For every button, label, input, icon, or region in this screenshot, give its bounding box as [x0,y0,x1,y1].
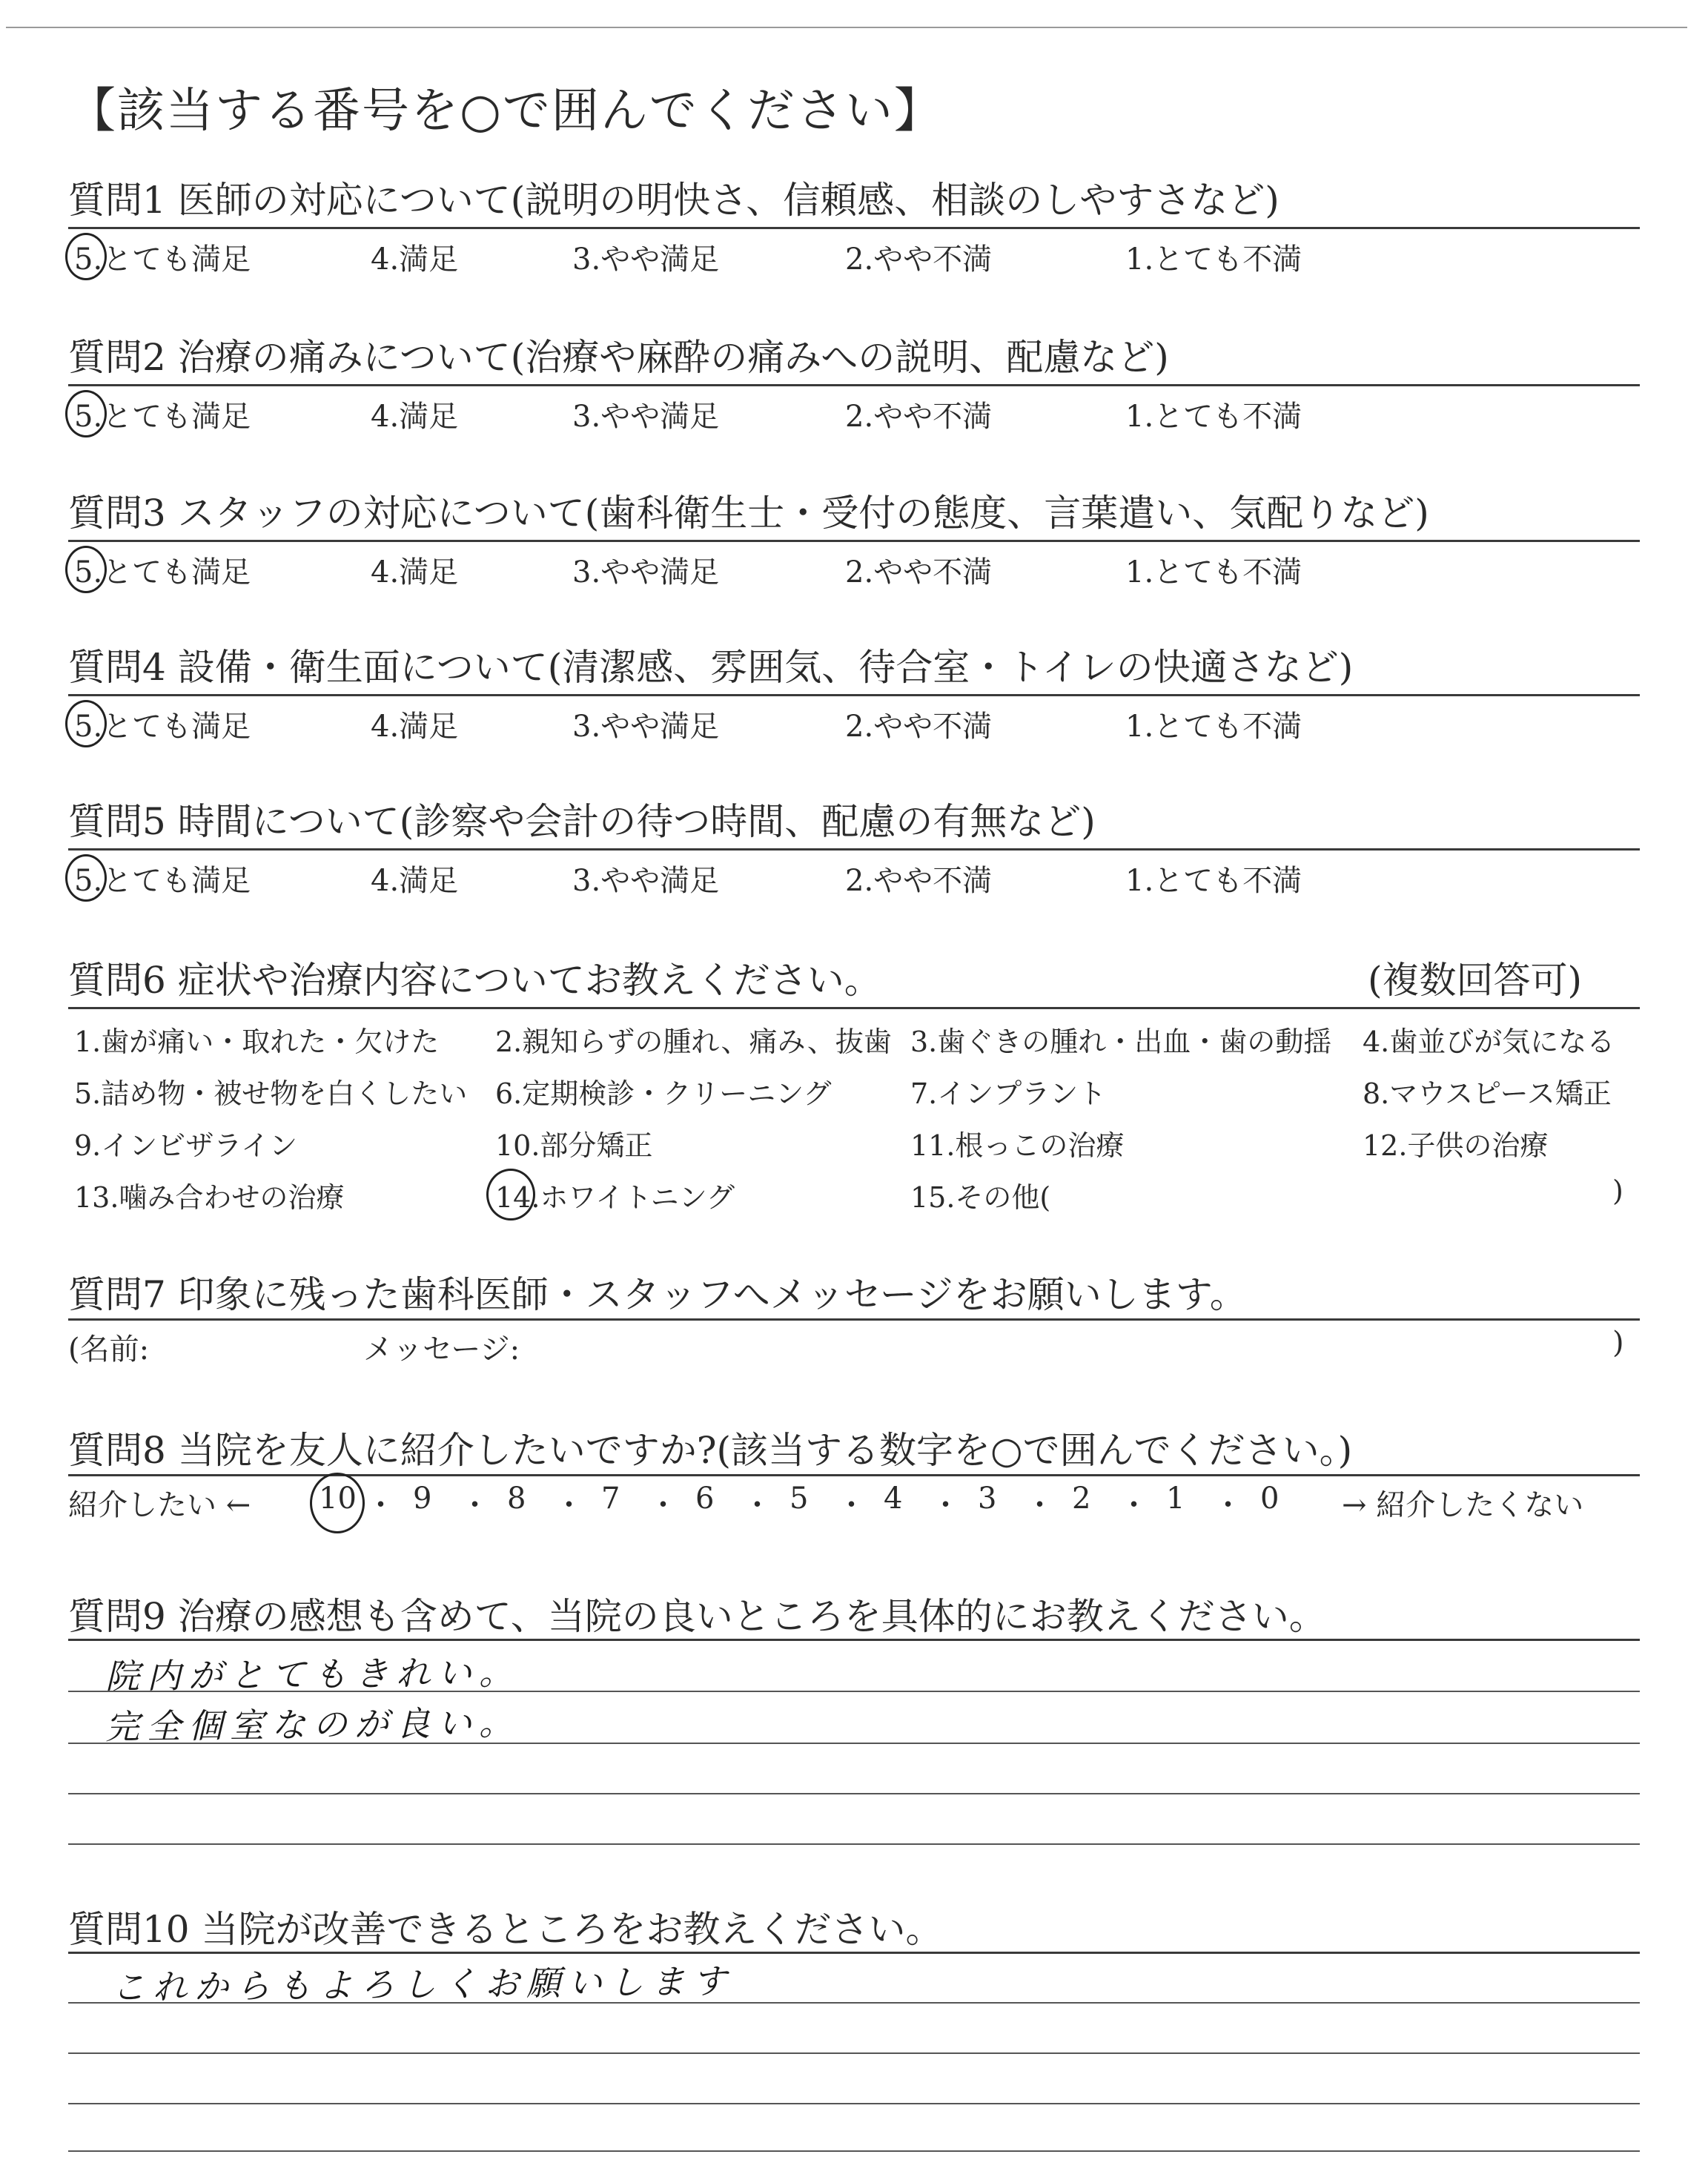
q10-writing-line-2 [68,2052,1640,2054]
q10-writing-line-4 [68,2150,1640,2152]
q5-option-3[interactable]: 3.やや満足 [572,864,720,898]
q8-scale-dot: ・ [1213,1488,1243,1522]
q6-other-close-paren: ) [1612,1175,1623,1207]
form-instruction-title: 【該当する番号を○で囲んでください】 [68,84,943,139]
q6-choice-13[interactable]: 13.噛み合わせの治療 [74,1181,345,1214]
q8-scale-dot: ・ [365,1488,396,1522]
q8-scale-value-1[interactable]: 1 [1166,1482,1185,1516]
q6-choice-6[interactable]: 6.定期検診・クリーニング [495,1077,832,1110]
q4-option-5[interactable]: 5.とても満足 [74,710,251,744]
q6-choice-7[interactable]: 7.インプラント [910,1077,1107,1110]
q1-option-5[interactable]: 5.とても満足 [74,242,251,277]
q2-option-4[interactable]: 4.満足 [371,400,459,434]
q5-option-5[interactable]: 5.とても満足 [74,864,251,898]
q9-answer-1: 院内がとてもきれい。 [105,1652,521,1697]
q3-option-1[interactable]: 1.とても不満 [1125,555,1302,589]
q6-choice-9[interactable]: 9.インビザライン [74,1129,298,1162]
q8-scale-dot: ・ [930,1488,961,1522]
q3-label: 質問3 スタッフの対応について(歯科衛生士・受付の態度、言葉遣い、気配りなど) [68,492,1429,535]
q5-selected-circle [65,854,107,902]
q8-scale-value-10[interactable]: 10 [319,1482,357,1516]
q7-rule [68,1318,1640,1321]
q5-option-2[interactable]: 2.やや不満 [845,864,993,898]
q8-rule [68,1474,1640,1476]
q7-close-paren: ) [1612,1326,1624,1360]
q5-label: 質問5 時間について(診察や会計の待つ時間、配慮の有無など) [68,800,1096,843]
q8-left-label: 紹介したい ← [68,1488,251,1522]
q8-right-label: → 紹介したくない [1342,1488,1584,1522]
q6-choice-11[interactable]: 11.根っこの治療 [910,1129,1125,1162]
q8-label: 質問8 当院を友人に紹介したいですか?(該当する数字を○で囲んでください。) [68,1429,1353,1472]
q2-option-3[interactable]: 3.やや満足 [572,400,720,434]
q8-scale-dot: ・ [460,1488,490,1522]
q1-option-3[interactable]: 3.やや満足 [572,242,720,277]
q2-selected-circle [65,390,107,437]
q6-choice-2[interactable]: 2.親知らずの腫れ、痛み、抜歯 [495,1025,892,1058]
q3-option-4[interactable]: 4.満足 [371,555,459,589]
q1-option-2[interactable]: 2.やや不満 [845,242,993,277]
q8-scale-value-8[interactable]: 8 [507,1482,526,1516]
q5-rule [68,848,1640,851]
q8-scale-value-7[interactable]: 7 [601,1482,620,1516]
q6-choice-15[interactable]: 15.その他( [910,1181,1051,1214]
q4-option-1[interactable]: 1.とても不満 [1125,710,1302,744]
q8-scale-value-9[interactable]: 9 [413,1482,432,1516]
q6-choice-5[interactable]: 5.詰め物・被せ物を白くしたい [74,1077,468,1110]
q9-rule [68,1639,1640,1641]
q2-option-1[interactable]: 1.とても不満 [1125,400,1302,434]
q8-scale-dot: ・ [648,1488,678,1522]
q10-rule [68,1952,1640,1954]
q6-choice-3[interactable]: 3.歯ぐきの腫れ・出血・歯の動揺 [910,1025,1332,1058]
q10-writing-line-3 [68,2103,1640,2104]
q8-selected-circle [310,1473,365,1533]
q8-scale-value-3[interactable]: 3 [978,1482,997,1516]
q1-selected-circle [65,233,107,280]
page-top-border [6,27,1687,28]
q8-scale-value-2[interactable]: 2 [1072,1482,1091,1516]
q2-option-2[interactable]: 2.やや不満 [845,400,993,434]
q10-writing-line-1 [68,2002,1640,2004]
q6-choice-14[interactable]: 14.ホワイトニング [495,1181,735,1214]
q2-rule [68,384,1640,386]
q4-rule [68,694,1640,696]
q5-option-4[interactable]: 4.満足 [371,864,459,898]
q10-answer-1: これからもよろしくお願いします [110,1961,735,2008]
q9-answer-2: 完全個室なのが良い。 [105,1702,521,1747]
q8-scale-value-4[interactable]: 4 [884,1482,903,1516]
q8-scale-dot: ・ [836,1488,867,1522]
q8-scale-dot: ・ [1119,1488,1149,1522]
q8-scale-value-6[interactable]: 6 [695,1482,715,1516]
q8-scale-dot: ・ [742,1488,772,1522]
q4-option-2[interactable]: 2.やや不満 [845,710,993,744]
q3-rule [68,540,1640,542]
q7-label: 質問7 印象に残った歯科医師・スタッフへメッセージをお願いします。 [68,1273,1247,1316]
q8-scale-dot: ・ [554,1488,584,1522]
q6-multi-answer-note: (複数回答可) [1368,959,1583,1002]
q6-choice-4[interactable]: 4.歯並びが気になる [1363,1025,1615,1058]
q1-label: 質問1 医師の対応について(説明の明快さ、信頼感、相談のしやすさなど) [68,179,1280,222]
q6-choice-1[interactable]: 1.歯が痛い・取れた・欠けた [74,1025,440,1058]
q3-option-3[interactable]: 3.やや満足 [572,555,720,589]
q6-choice-10[interactable]: 10.部分矯正 [495,1129,653,1162]
q2-option-5[interactable]: 5.とても満足 [74,400,251,434]
q2-label: 質問2 治療の痛みについて(治療や麻酔の痛みへの説明、配慮など) [68,336,1169,379]
q9-writing-line-1 [68,1691,1640,1692]
q3-option-5[interactable]: 5.とても満足 [74,555,251,589]
q4-label: 質問4 設備・衛生面について(清潔感、雰囲気、待合室・トイレの快適さなど) [68,646,1354,689]
q7-message-label: メッセージ: [363,1332,520,1367]
q3-option-2[interactable]: 2.やや不満 [845,555,993,589]
q6-choice-8[interactable]: 8.マウスピース矯正 [1363,1077,1612,1110]
q6-choice-12[interactable]: 12.子供の治療 [1363,1129,1549,1162]
q8-scale-value-5[interactable]: 5 [790,1482,809,1516]
q1-option-4[interactable]: 4.満足 [371,242,459,277]
q6-label: 質問6 症状や治療内容についてお教えください。 [68,959,881,1002]
q6-rule [68,1007,1640,1009]
q9-writing-line-4 [68,1843,1640,1845]
q4-option-4[interactable]: 4.満足 [371,710,459,744]
q3-selected-circle [65,546,107,593]
q5-option-1[interactable]: 1.とても不満 [1125,864,1302,898]
q4-option-3[interactable]: 3.やや満足 [572,710,720,744]
q9-writing-line-3 [68,1793,1640,1794]
q1-rule [68,227,1640,229]
q8-scale-dot: ・ [1025,1488,1055,1522]
q6-selected-circle [486,1169,535,1221]
q4-selected-circle [65,700,107,747]
q9-label: 質問9 治療の感想も含めて、当院の良いところを具体的にお教えください。 [68,1595,1326,1638]
q10-label: 質問10 当院が改善できるところをお教えください。 [68,1908,943,1951]
q8-scale-value-0[interactable]: 0 [1260,1482,1280,1516]
q1-option-1[interactable]: 1.とても不満 [1125,242,1302,277]
q7-name-label: (名前: [68,1332,150,1367]
q9-writing-line-2 [68,1743,1640,1744]
